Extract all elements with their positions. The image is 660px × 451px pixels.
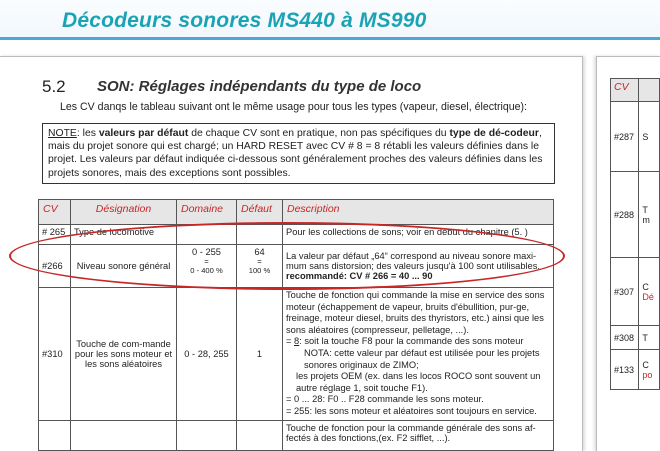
right-col-header-cv: CV [611,79,639,102]
intro-text: Les CV danqs le tableau suivant ont le même usage pour tous les types (vapeur, diesel, électrique): [60,101,527,113]
header-rule [0,37,660,40]
cv-default: 1 [237,288,283,421]
description-text: = 255: les sons moteur et aléatoires sont toujours en service. [286,405,537,416]
table-row [39,225,554,245]
default-value: 64 [254,247,265,257]
document-title: Décodeurs sonores MS440 à MS990 [62,9,427,32]
description-text: Touche de fonction qui commande la mise en service des sons moteur (échappement de vapeur, bruits d'ébullition, pur-ge, freinage, moteur diesel, bruits des thyristors, etc.) ainsi que les sons aléatoires (compresseur, pelletage, ...). [286,290,545,335]
cv-designation: S [639,102,660,172]
domain-value: 0 - 255 [192,247,221,257]
cv-description: Pour les collections de sons; voir en début du chapitre (5. ) [283,225,554,245]
description-text: = 0 ... 28: F0 .. F28 commande les sons moteur. [286,394,484,405]
note-text: de chaque CV sont en pratique, non pas spécifiques du [188,128,450,139]
section-number: 5.2 [42,77,66,96]
description-text: NOTA: cette valeur par défaut est utilisée pour les projets sonores originaux de ZIMO; [304,347,540,370]
table-row [39,245,554,288]
cv-number: #308 [611,326,639,350]
cv-number: #307 [611,258,639,326]
table-row [611,350,660,390]
section-title: SON: Réglages indépendants du type de loco [97,78,422,95]
right-cv-table [610,78,660,390]
cv-designation: C po [639,350,660,390]
cv-designation: C Dé [639,258,660,326]
default-eq: = [257,257,262,266]
cv-number: #310 [39,288,71,421]
cv-number: #133 [611,350,639,390]
note-label: NOTE [48,128,77,139]
description-text: La valeur par défaut „64“ correspond au niveau sonore maxi-mum sans distorsion; des valeurs jusqu'à 100 sont utilisables. [286,251,540,271]
table-row [611,102,660,172]
note-text: , mais du projet sonore qui est chargé; un HARD RESET avec CV # 8 = 8 rétabli les valeurs définies dans le projet. Les valeurs par défaut indiquée ci-dessous sont généralement proches des valeurs définies dans les projets sonores, mais des exceptions sont possibles. [48,128,543,179]
cv-designation: Touche de com-mande pour les sons moteur et les sons aléatoires [71,288,177,421]
cv-number: #266 [39,245,71,288]
cv-designation: T [639,326,660,350]
domain-percent: 0 - 400 % [190,266,223,275]
note-bold: type de dé-codeur [449,128,539,139]
cv-number: # 265 [39,225,71,245]
table-row [39,420,554,450]
col-header-domaine: Domaine [177,200,237,225]
domain-eq: = [204,257,209,266]
description-text: les projets OEM (ex. dans les locos ROCO sont souvent un autre réglage 1, soit touche F1). [296,371,541,393]
description-recommended: recommandé: CV # 266 = 40 ... 90 [286,271,433,281]
description-text: = 8: soit la touche F8 pour la commande des sons moteur [286,336,524,347]
cv-default [237,245,283,288]
col-header-designation: Désignation [71,200,177,225]
table-header-row [39,200,554,225]
note-bold: valeurs par défaut [98,128,189,139]
note-box [42,123,555,184]
cv-description [283,288,554,421]
table-row [611,326,660,350]
cv-designation: T m [639,172,660,258]
cv-number: #288 [611,172,639,258]
cv-number: #287 [611,102,639,172]
cv-description [283,245,554,288]
cv-designation: Niveau sonore général [71,245,177,288]
note-text: : les [76,128,99,139]
col-header-description: Description [283,200,554,225]
cv-description: Touche de fonction pour la commande générale des sons af-fectés à des fonctions,(ex. F2 sifflet, ...). [283,420,554,450]
table-row [611,172,660,258]
col-header-cv: CV [39,200,71,225]
document-header [0,0,660,40]
table-row [611,258,660,326]
default-percent: 100 % [248,266,271,275]
cv-domain: 0 - 28, 255 [177,288,237,421]
table-row [39,288,554,421]
col-header-defaut: Défaut [237,200,283,225]
cv-table [38,199,554,451]
cv-designation: Type de locomotive [71,225,177,245]
cv-domain [177,245,237,288]
